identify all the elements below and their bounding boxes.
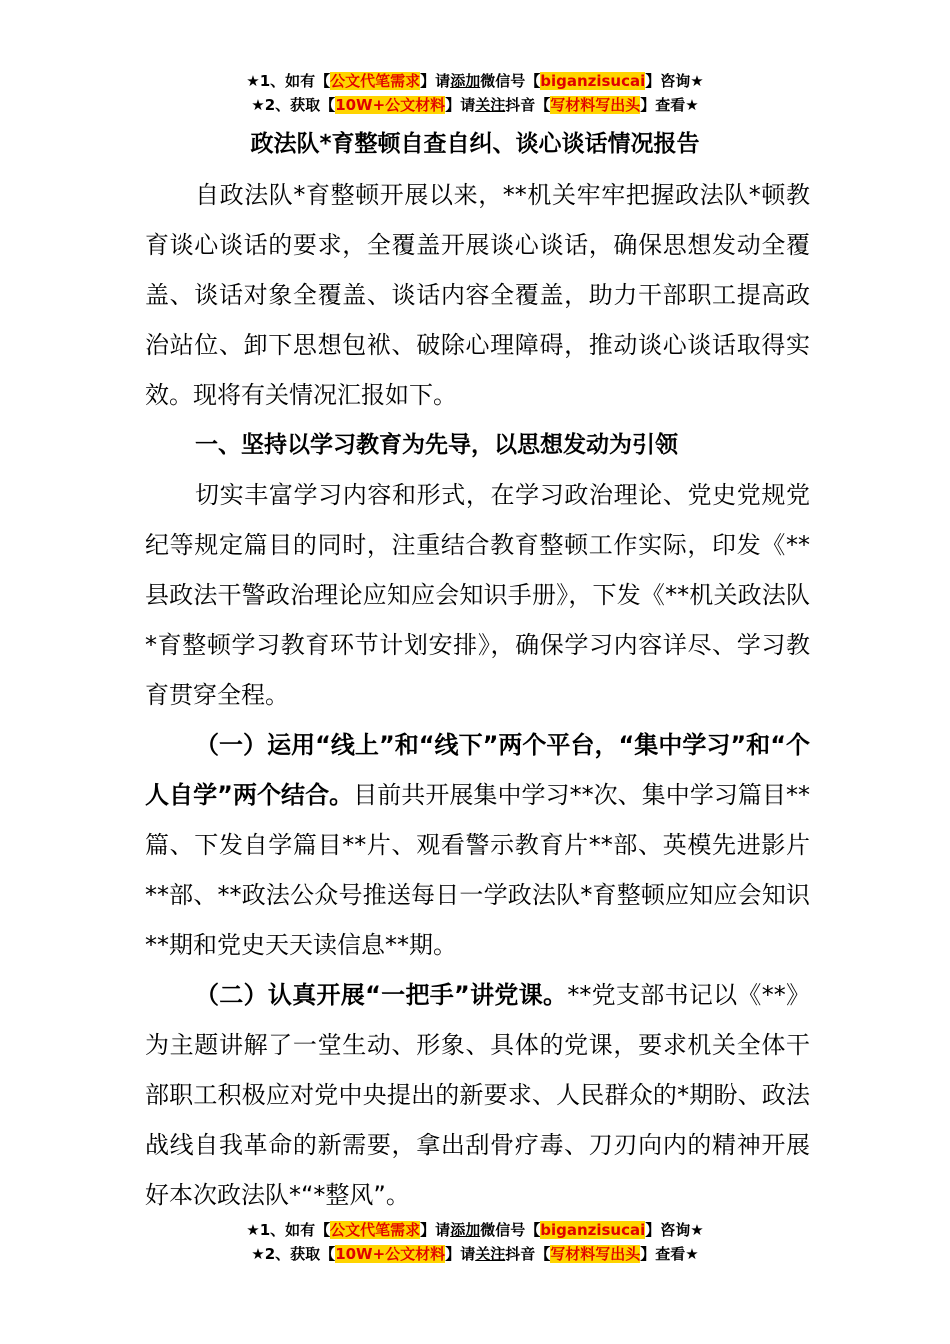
promo-suffix: 】查看★ [640,96,699,114]
item-1-text: 目前共开展集中学习**次、集中学习篇目**篇、下发自学篇目**片、观看警示教育片**部、英模先进影片**部、**政法公众号推送每日一学政法队*育整顿应知应会知识**期和党史天天读信息**期。 [145,781,810,959]
promo-highlight: 公文代笔需求 [330,72,421,90]
promo-text: 微信号【 [480,1221,541,1239]
promo-suffix: 】咨询★ [645,1221,704,1239]
document-title: 政法队*育整顿自查自纠、谈心谈话情况报告 [250,131,700,157]
promo-highlight: 10W+公文材料 [335,1245,446,1263]
promo-text: 】请 [420,72,451,90]
item-1-heading: （一）运用“线上”和“线下”两个平台，“集中学习”和“个人自学”两个结合。 [145,731,810,809]
promo-prefix: ★1、如有【 [246,72,331,90]
promo-douyin-id: 写材料写出头 [550,1245,641,1263]
promo-douyin-id: 写材料写出头 [550,96,641,114]
item-1-block [145,720,810,970]
promo-prefix: ★2、获取【 [251,1245,336,1263]
item-2-paragraph [145,970,810,1220]
promo-underline: 添加 [450,72,481,90]
promo-suffix: 】查看★ [640,1245,699,1263]
item-2-text: **党支部书记以《**》为主题讲解了一堂生动、形象、具体的党课，要求机关全体干部职工积极应对党中央提出的新要求、人民群众的*期盼、政法战线自我革命的新需要，拿出刮骨疗毒、刀刃向内的精神开展好本次政法队*“*整风”。 [145,981,811,1209]
promo-line-1-bottom [0,1219,950,1241]
promo-text: 抖音【 [505,96,551,114]
promo-wechat-id: biganzisucai [540,72,646,90]
promo-underline: 添加 [450,1221,481,1239]
item-2-heading: （二）认真开展“一把手”讲党课。 [195,981,568,1009]
promo-prefix: ★1、如有【 [246,1221,331,1239]
promo-text: 抖音【 [505,1245,551,1263]
section-1-heading-block [145,420,810,470]
promo-prefix: ★2、获取【 [251,96,336,114]
promo-text: 】请 [445,96,476,114]
intro-paragraph-block [145,170,810,420]
promo-text: 】请 [420,1221,451,1239]
promo-line-2-bottom [0,1243,950,1265]
intro-paragraph: 自政法队*育整顿开展以来，**机关牢牢把握政法队*顿教育谈心谈话的要求，全覆盖开展谈心谈话，确保思想发动全覆盖、谈话对象全覆盖、谈话内容全覆盖，助力干部职工提高政治站位、卸下思想包袱、破除心理障碍，推动谈心谈话取得实效。现将有关情况汇报如下。 [145,181,810,409]
promo-text: 微信号【 [480,72,541,90]
promo-suffix: 】咨询★ [645,72,704,90]
promo-underline: 关注 [475,96,506,114]
section-1-heading: 一、坚持以学习教育为先导，以思想发动为引领 [195,432,678,458]
promo-wechat-id: biganzisucai [540,1221,646,1239]
promo-text: 】请 [445,1245,476,1263]
promo-highlight: 10W+公文材料 [335,96,446,114]
promo-line-1-top [0,70,950,92]
item-2-block [145,970,810,1220]
promo-underline: 关注 [475,1245,506,1263]
section-1-paragraph: 切实丰富学习内容和形式，在学习政治理论、党史党规党纪等规定篇目的同时，注重结合教育整顿工作实际，印发《**县政法干警政治理论应知应会知识手册》，下发《**机关政法队*育整顿学习教育环节计划安排》，确保学习内容详尽、学习教育贯穿全程。 [145,481,810,709]
item-1-paragraph [145,720,810,970]
promo-line-2-top [0,94,950,116]
promo-highlight: 公文代笔需求 [330,1221,421,1239]
section-1-paragraph-block [145,470,810,720]
